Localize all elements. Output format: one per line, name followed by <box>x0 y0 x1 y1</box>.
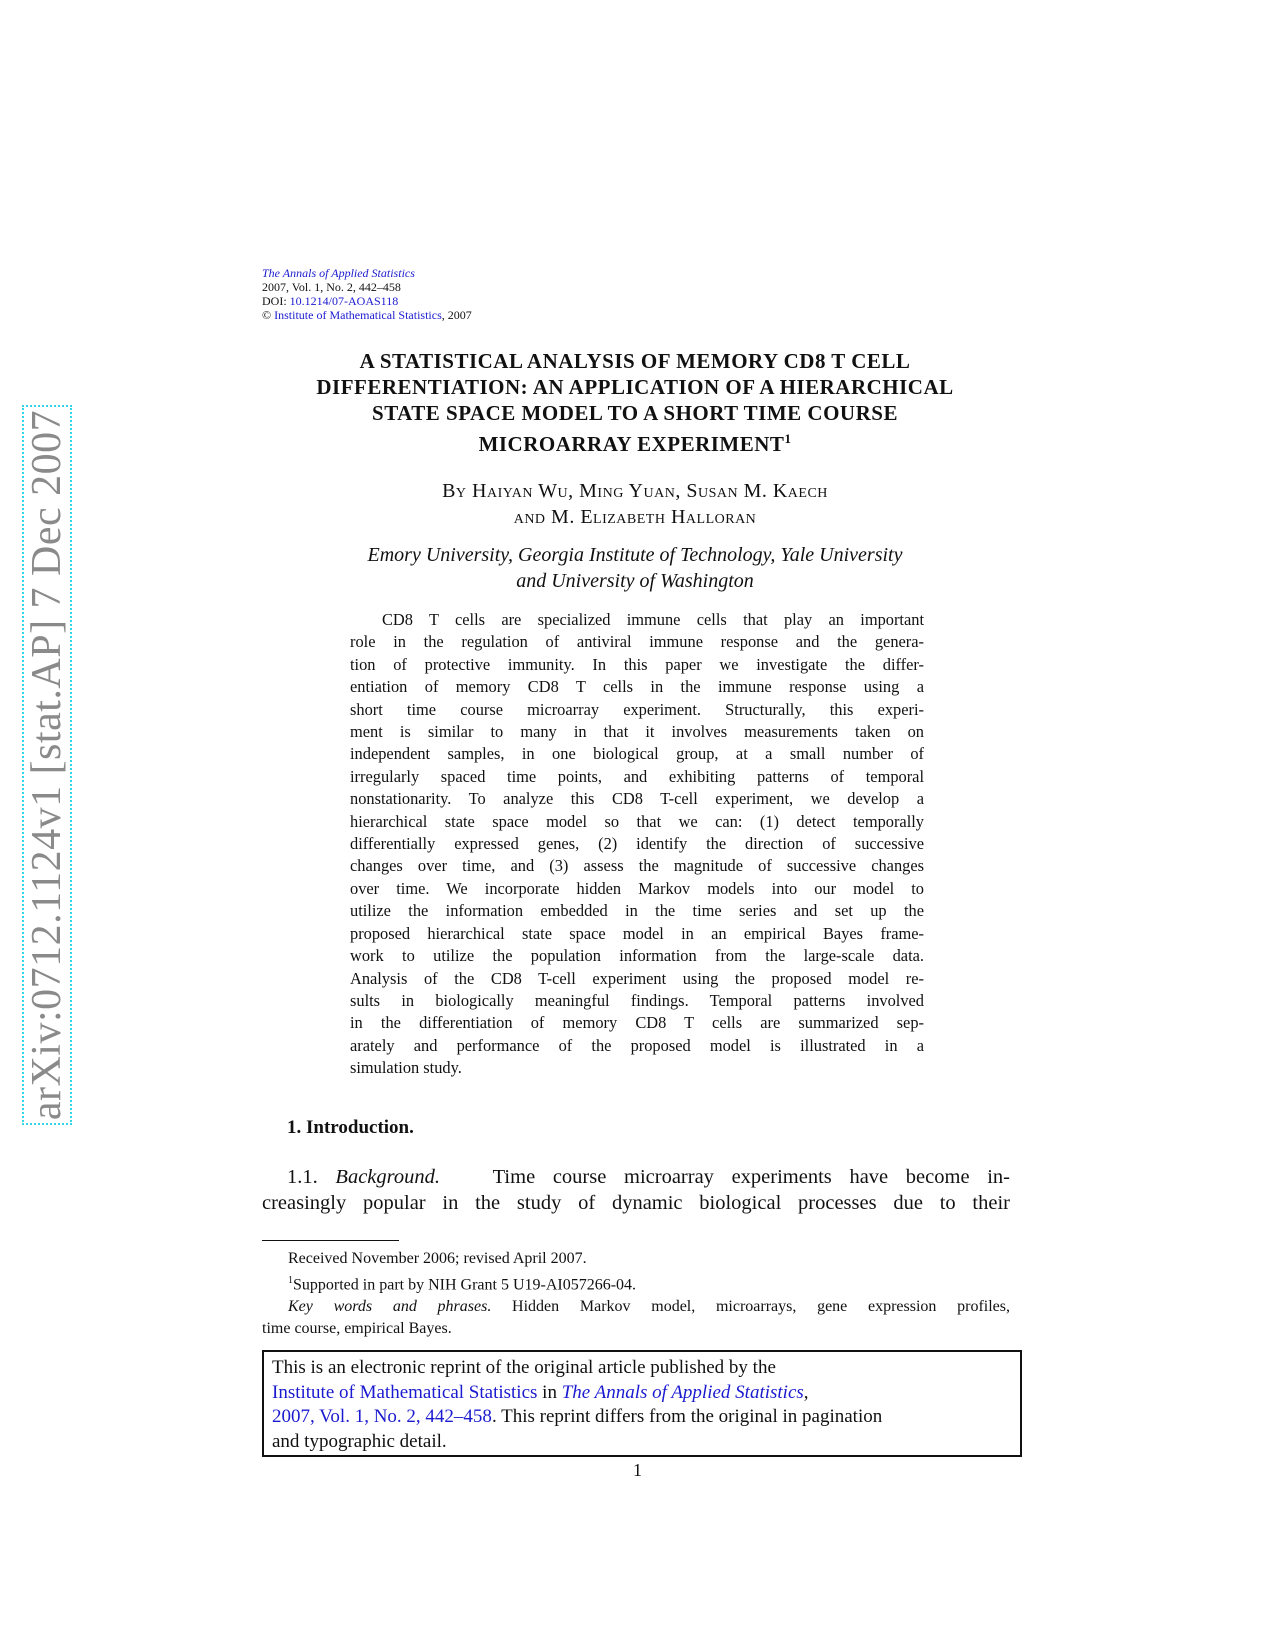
footnotes <box>262 1248 1010 1340</box>
title-line: STATE SPACE MODEL TO A SHORT TIME COURSE <box>372 401 898 425</box>
publisher-link[interactable]: Institute of Mathematical Statistics <box>272 1381 538 1403</box>
reprint-line <box>272 1405 1012 1430</box>
affiliation-line: Emory University, Georgia Institute of Technology, Yale University <box>367 544 903 566</box>
abstract-line: proposed hierarchical state space model in an empirical Bayes frame- <box>350 923 924 943</box>
body-paragraph <box>262 1164 1010 1216</box>
copyright-line <box>262 308 472 322</box>
in-word: in <box>537 1381 562 1403</box>
arxiv-identifier: arXiv:0712.1124v1 [stat.AP] 7 Dec 2007 <box>24 409 70 1121</box>
footnote-rule <box>262 1240 399 1241</box>
abstract-line: CD8 T cells are specialized immune cells that play an important <box>382 610 924 629</box>
reprint-line: and typographic detail. <box>272 1430 447 1452</box>
reprint-text: . This reprint differs from the original in pagination <box>491 1406 883 1427</box>
keywords-line <box>262 1296 1010 1318</box>
abstract-line: short time course microarray experiment. Structurally, this experi- <box>350 699 924 719</box>
subsection-label: Background. <box>335 1166 440 1188</box>
abstract-line: over time. We incorporate hidden Markov models into our model to <box>350 878 924 898</box>
abstract <box>350 609 924 1080</box>
support-footnote-mark: 1 <box>288 1275 293 1286</box>
abstract-line: hierarchical state space model so that we can: (1) detect temporally <box>350 811 924 831</box>
title-footnote-mark: 1 <box>784 431 792 446</box>
reprint-notice-box <box>262 1350 1022 1457</box>
keywords-line-2: time course, empirical Bayes. <box>262 1320 452 1338</box>
journal-link[interactable]: The Annals of Applied Statistics <box>561 1381 804 1403</box>
abstract-line: Analysis of the CD8 T-cell experiment using the proposed model re- <box>350 968 924 988</box>
paper-title <box>260 348 1010 457</box>
doi-label: DOI: <box>262 294 290 308</box>
keywords-text: Hidden Markov model, microarrays, gene expression profiles, <box>491 1298 1011 1316</box>
doi-link[interactable]: 10.1214/07-AOAS118 <box>289 294 399 308</box>
title-line: A STATISTICAL ANALYSIS OF MEMORY CD8 T CELL <box>359 349 911 373</box>
abstract-line: arately and performance of the proposed model is illustrated in a <box>350 1035 924 1055</box>
doi-line <box>262 294 472 308</box>
journal-link[interactable]: The Annals of Applied Statistics <box>262 266 415 280</box>
copyright-symbol: © <box>262 308 272 322</box>
section-heading: 1. Introduction. <box>287 1117 414 1138</box>
abstract-line: in the differentiation of memory CD8 T cells are summarized sep- <box>350 1013 924 1033</box>
abstract-line: irregularly spaced time points, and exhibiting patterns of temporal <box>350 766 924 786</box>
title-line-last <box>260 426 1010 457</box>
abstract-line: entiation of memory CD8 T cells in the immune response using a <box>350 677 924 697</box>
citation-link[interactable]: 2007, Vol. 1, No. 2, 442–458 <box>272 1406 492 1427</box>
publisher-link[interactable]: Institute of Mathematical Statistics <box>274 308 442 322</box>
abstract-line: tion of protective immunity. In this paper we investigate the differ- <box>350 654 924 674</box>
volume-line: 2007, Vol. 1, No. 2, 442–458 <box>262 280 401 294</box>
received-line: Received November 2006; revised April 2007. <box>288 1250 587 1267</box>
subsection-number: 1.1. <box>287 1166 336 1188</box>
abstract-line: differentially expressed genes, (2) identify the direction of successive <box>350 834 924 854</box>
reprint-line <box>272 1381 1012 1406</box>
abstract-line: role in the regulation of antiviral immune response and the genera- <box>350 632 924 652</box>
affiliations <box>260 542 1010 594</box>
support-line <box>262 1270 1010 1296</box>
author-line: By Haiyan Wu, Ming Yuan, Susan M. Kaech <box>442 480 828 502</box>
body-line: creasingly popular in the study of dynamic biological processes due to their <box>262 1192 1010 1214</box>
body-line <box>262 1164 1010 1190</box>
abstract-line: nonstationarity. To analyze this CD8 T-cell experiment, we develop a <box>350 789 924 809</box>
abstract-line: work to utilize the population information from the large-scale data. <box>350 946 924 966</box>
support-text: Supported in part by NIH Grant 5 U19-AI057266-04. <box>293 1276 637 1294</box>
journal-header <box>262 266 472 322</box>
body-text: Time course microarray experiments have become in- <box>492 1166 1010 1188</box>
abstract-line: independent samples, in one biological group, at a small number of <box>350 744 924 764</box>
copyright-year: , 2007 <box>441 308 472 322</box>
author-line: and M. Elizabeth Halloran <box>513 506 757 528</box>
authors <box>260 478 1010 530</box>
arxiv-stamp <box>22 405 72 1125</box>
abstract-line: changes over time, and (3) assess the magnitude of successive changes <box>350 856 924 876</box>
abstract-line: utilize the information embedded in the time series and set up the <box>350 901 924 921</box>
keywords-label: Key words and phrases. <box>288 1298 492 1316</box>
comma: , <box>803 1381 809 1403</box>
abstract-line: simulation study. <box>350 1058 462 1078</box>
title-line: DIFFERENTIATION: AN APPLICATION OF A HIERARCHICAL <box>316 375 954 399</box>
page-number: 1 <box>633 1460 642 1480</box>
abstract-line: sults in biologically meaningful findings. Temporal patterns involved <box>350 990 924 1010</box>
title-line: MICROARRAY EXPERIMENT <box>478 432 785 456</box>
affiliation-line: and University of Washington <box>516 570 754 592</box>
abstract-line: ment is similar to many in that it involves measurements taken on <box>350 722 924 742</box>
reprint-line: This is an electronic reprint of the original article published by the <box>272 1357 776 1378</box>
